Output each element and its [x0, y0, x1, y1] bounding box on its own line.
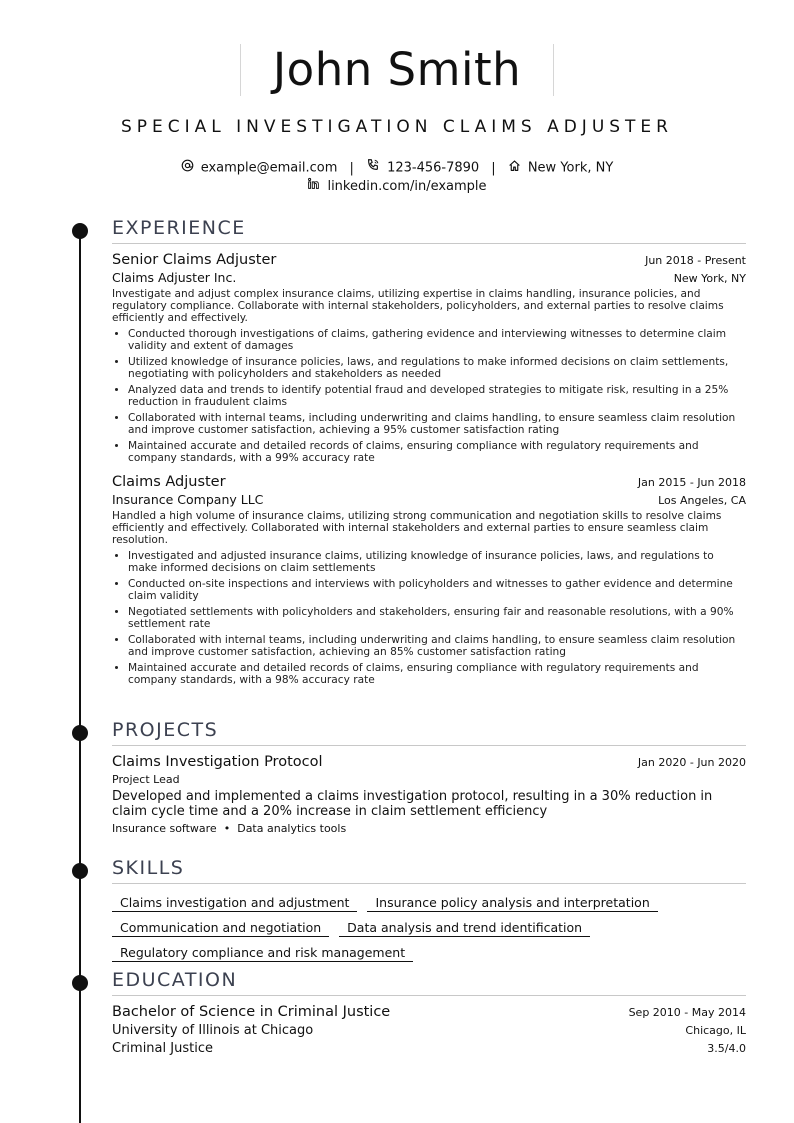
date-range: Jan 2015 - Jun 2018 — [637, 476, 746, 489]
job-title-heading: SPECIAL INVESTIGATION CLAIMS ADJUSTER — [121, 117, 673, 137]
project-title: Claims Investigation Protocol — [112, 754, 323, 770]
list-item: • Maintained accurate and detailed records of claims, ensuring compliance with regulatory requirements and company standards, with a 99% accuracy rate — [128, 440, 746, 464]
company-name: Claims Adjuster Inc. — [112, 270, 237, 285]
home-icon — [508, 159, 521, 178]
timeline-dot-skills — [72, 863, 88, 879]
date-range: Jan 2020 - Jun 2020 — [637, 756, 746, 769]
timeline-dot-experience — [72, 223, 88, 239]
list-item: • Conducted on-site inspections and interviews with policyholders and witnesses to gather evidence and determine claim validity — [128, 578, 746, 602]
contact-line-1 — [0, 158, 794, 177]
skill-tag: Data analysis and trend identification — [339, 920, 590, 937]
contact-info — [0, 158, 794, 196]
list-item: • Negotiated settlements with policyholders and stakeholders, ensuring fair and reasonable resolutions, with a 90% settlement rate — [128, 606, 746, 630]
phone-icon — [366, 158, 380, 178]
location-text: New York, NY — [527, 160, 614, 176]
skills-list — [112, 892, 746, 967]
skill-tag: Insurance policy analysis and interpretation — [367, 895, 657, 912]
list-item: • Collaborated with internal teams, including underwriting and claims handling, to ensure seamless claim resolution and improve customer satisfaction, achieving an 85% customer satisfaction rating — [128, 634, 746, 658]
section-heading: EDUCATION — [112, 968, 746, 996]
summary: Handled a high volume of insurance claims, utilizing strong communication and negotiation skills to resolve claims efficiently and effectively. Collaborated with internal stakeholders and external parties to ensure seamless claim resolution. — [112, 510, 722, 546]
skill-tag: Communication and negotiation — [112, 920, 329, 937]
date-range: Jun 2018 - Present — [645, 254, 746, 267]
tool-item: Insurance software — [112, 822, 217, 835]
list-item: • Utilized knowledge of insurance policies, laws, and regulations to make informed decisions on claim settlements, negotiating with policyholders and stakeholders as needed — [128, 356, 746, 380]
experience-entry — [112, 252, 746, 464]
education-section — [112, 968, 746, 1056]
projects-section — [112, 718, 746, 835]
phone-link[interactable]: 123-456-7890 — [387, 160, 480, 176]
at-icon — [181, 159, 194, 178]
list-item: • Maintained accurate and detailed records of claims, ensuring compliance with regulatory requirements and company standards, with a 98% accuracy rate — [128, 662, 746, 686]
timeline-dot-education — [72, 975, 88, 991]
list-item: • Analyzed data and trends to identify potential fraud and developed strategies to mitigate risk, resulting in a 25% reduction in fraudulent claims — [128, 384, 746, 408]
position-title: Claims Adjuster — [112, 474, 226, 490]
experience-entry — [112, 474, 746, 686]
list-item: • Investigated and adjusted insurance claims, utilizing knowledge of insurance policies, laws, and regulations to make informed decisions on claim settlements — [128, 550, 746, 574]
contact-line-2 — [0, 177, 794, 196]
location: New York, NY — [673, 272, 746, 285]
degree: Bachelor of Science in Criminal Justice — [112, 1004, 391, 1020]
separator: | — [349, 160, 354, 176]
project-entry — [112, 754, 746, 835]
section-heading: EXPERIENCE — [112, 216, 746, 244]
project-role: Project Lead — [112, 773, 180, 786]
list-item: • Conducted thorough investigations of claims, gathering evidence and interviewing witnesses to determine claim validity and extent of damages — [128, 328, 746, 352]
linkedin-link[interactable]: linkedin.com/in/example — [327, 179, 487, 194]
summary: Investigate and adjust complex insurance claims, utilizing expertise in claims handling, insurance policies, and regulatory compliance. Collaborate with internal stakeholders, policyholders, and external parties to resolve claims efficiently and effectively. — [112, 288, 724, 324]
bullet-list — [112, 328, 746, 464]
skill-tag: Regulatory compliance and risk management — [112, 945, 413, 962]
candidate-name: John Smith — [240, 44, 554, 96]
bullet-list — [112, 550, 746, 686]
linkedin-icon — [307, 177, 320, 196]
skills-section — [112, 856, 746, 967]
field-of-study: Criminal Justice — [112, 1041, 213, 1056]
skill-tag: Claims investigation and adjustment — [112, 895, 357, 912]
header — [0, 44, 794, 96]
project-description: Developed and implemented a claims investigation protocol, resulting in a 30% reduction in claim cycle time and a 20% increase in claim settlement efficiency — [112, 789, 713, 819]
gpa: 3.5/4.0 — [707, 1042, 746, 1055]
section-heading: PROJECTS — [112, 718, 746, 746]
section-heading: SKILLS — [112, 856, 746, 884]
timeline-dot-projects — [72, 725, 88, 741]
company-name: Insurance Company LLC — [112, 492, 264, 507]
experience-section — [112, 216, 746, 690]
education-entry — [112, 1004, 746, 1056]
separator: | — [491, 160, 496, 176]
location: Los Angeles, CA — [658, 494, 746, 507]
project-tools — [112, 822, 746, 835]
list-item: • Collaborated with internal teams, including underwriting and claims handling, to ensure seamless claim resolution and improve customer satisfaction, achieving a 95% customer satisfaction rating — [128, 412, 746, 436]
school-name: University of Illinois at Chicago — [112, 1023, 314, 1038]
date-range: Sep 2010 - May 2014 — [628, 1006, 746, 1019]
location: Chicago, IL — [685, 1024, 746, 1037]
tool-item: Data analytics tools — [237, 822, 347, 835]
email-link[interactable]: example@email.com — [200, 160, 338, 176]
position-title: Senior Claims Adjuster — [112, 252, 277, 268]
tool-separator: • — [223, 822, 231, 835]
